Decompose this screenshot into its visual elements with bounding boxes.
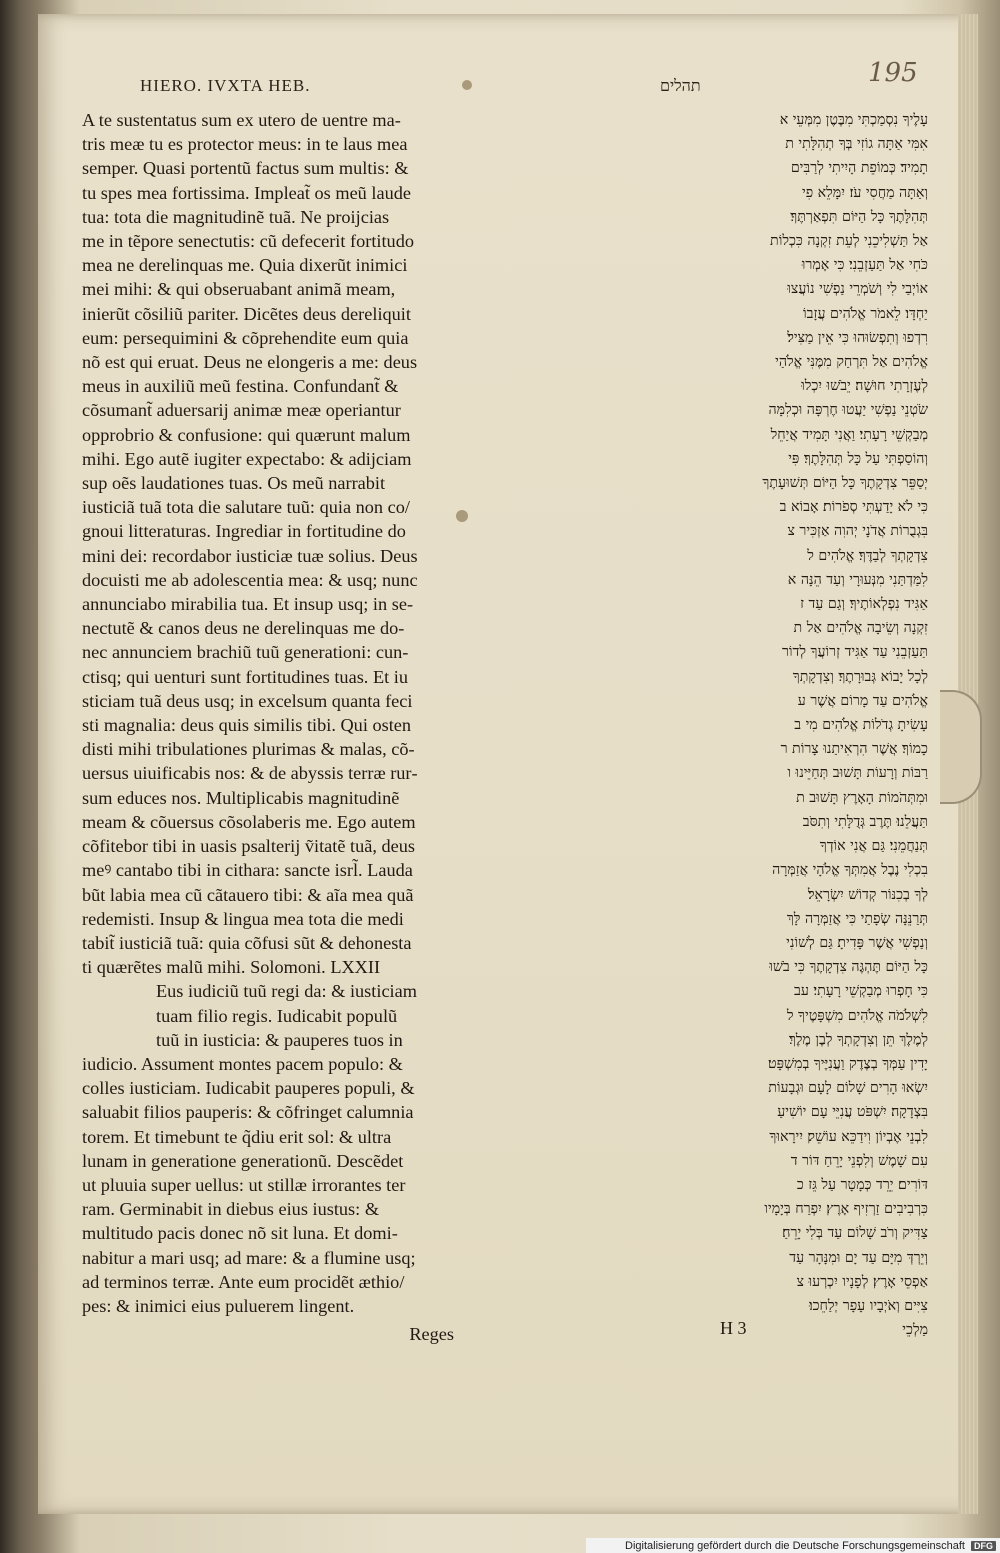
text-line: תְּרַנֵּנָּה שְׂפָתַי כִּי אֲזַמְּרָה לָּךְ — [786, 910, 928, 927]
running-header-hebrew: תהלים — [660, 76, 701, 95]
text-line: ram. Germinabit in diebus eius iustus: & — [82, 1199, 380, 1220]
text-line: colles iusticiam. Iudicabit pauperes populi, & — [82, 1078, 415, 1099]
text-line: לְעֶזְרָתִי חוּשָׁה׃ יֵבֹשׁוּ יִכְלוּ — [801, 378, 928, 395]
text-line: וְהוֹסַפְתִּי עַל כָּל תְּהִלָּתֶךָ׃ פִּי — [788, 450, 928, 467]
text-line: nabitur a mari usq; ad mare: & a flumine usq; — [82, 1247, 416, 1268]
text-line: annunciabo mirabilia tua. Et insup usq; in se‑ — [82, 594, 414, 615]
stain-dot — [462, 80, 472, 90]
text-line: torem. Et timebunt te q̃diu erit sol: & ultra — [82, 1126, 392, 1147]
text-line: בִּצְדָקָה׃ יִשְׁפֹּט עֲנִיֵּי עָם יוֹשִׁיעַ — [777, 1104, 928, 1121]
text-line: me in tẽpore senectutis: cũ defecerit fortitudo — [82, 231, 414, 252]
text-line: disti mihi tribulationes plurimas & malas, cõ‑ — [82, 739, 415, 760]
text-line: זִקְנָה וְשֵׂיבָה אֱלֹהִים אַל ת — [793, 620, 928, 637]
text-line: sticiam tuã deus usq; in excelsum quanta feci — [82, 690, 413, 711]
text-line: opprobrio & confusione: qui quærunt malum — [82, 424, 411, 445]
text-line: bũt labia mea cũ cãtauero tibi: & aĩa mea quã — [82, 884, 414, 905]
text-line: לְמֶלֶךְ תֵּן וְצִדְקָתְךָ לְבֶן מֶלֶךְ׃ — [788, 1031, 928, 1048]
text-line: pes: & inimici eius puluerem lingent. — [82, 1295, 355, 1316]
text-line: אִמִּי אַתָּה גוֹזִי בְּךָ תְהִלָּתִי ת — [785, 136, 928, 153]
text-line: תְּנַחֲמֵנִי׃ גַּם אֲנִי אוֹדְךָ — [819, 838, 928, 855]
text-line: saluabit filios pauperis: & cõfringet calumnia — [82, 1102, 414, 1123]
text-line: ti quærẽtes malũ mihi. Solomoni. LXXII — [82, 957, 381, 978]
signature-mark: H 3 — [720, 1318, 747, 1338]
text-line: nec annunciem brachiũ tuũ generationi: cun‑ — [82, 642, 409, 663]
text-line: כָמוֹךָ׃ אֲשֶׁר הִרְאִיתַנוּ צָרוֹת ר — [780, 741, 928, 758]
text-line: iudicio. Assument montes pacem populo: & — [82, 1053, 403, 1074]
dfg-logo: DFG — [971, 1541, 996, 1551]
text-line: לִמַּדְתַּנִי מִנְּעוּרָי וְעַד הֵנָּה א — [787, 571, 928, 588]
text-line: דּוֹרִים׃ יֵרֵד כְּמָטָר עַל גֵּז כ — [796, 1176, 928, 1193]
text-line: multitudo pacis donec nõ sit luna. Et domi‑ — [82, 1223, 398, 1244]
text-line: וְיֵרְדְּ מִיָּם עַד יָם וּמִנָּהָר עַד — [789, 1249, 928, 1266]
text-line: ut pluuia super uellus: ut stillæ irrorantes ter — [82, 1174, 406, 1195]
running-header-latin: HIERO. IVXTA HEB. — [140, 76, 311, 95]
digitization-footer — [586, 1538, 1000, 1553]
text-line: רַבּוֹת וְרָעוֹת תָּשׁוּב תְּחַיֵּינוּ ו — [787, 765, 928, 782]
text-line: צִיִּים וְאֹיְבָיו עָפָר יְלַחֵכוּ׃ — [808, 1297, 928, 1314]
text-line: gnoui litteraturas. Ingrediar in fortitudine do — [82, 521, 406, 542]
text-line: tabit̃ iusticiã tuã: quia cõfusi sũt & dehonesta — [82, 932, 412, 953]
text-line: תַּעֲלֵנוּ׃ תֶּרֶב גְּדֻלָּתִי וְתִסֹּב — [802, 813, 928, 830]
text-line: תְּהִלָּתֶךָ כָּל הַיּוֹם תִּפְאַרְתֶּךָ׃ — [790, 208, 928, 225]
text-line: lunam in generatione generationũ. Descẽdet — [82, 1150, 404, 1171]
text-line: וּמִתְּהֹמוֹת הָאָרֶץ תָּשׁוּב ת — [796, 789, 928, 806]
text-line: שֹׂטְנֵי נַפְשִׁי יַעֲטוּ חֶרְפָּה וּכְלִמָּה — [768, 402, 928, 419]
text-line: לְכָל יָבוֹא גְּבוּרָתֶךָ׃ וְצִדְקָתְךָ — [792, 668, 928, 685]
text-line: עָשִׂיתָ גְדֹלוֹת אֱלֹהִים מִי ב — [794, 717, 928, 734]
text-line: עָלֶיךָ נִסְמַכְתִּי מִבֶּטֶן מִמְּעֵי א — [779, 112, 928, 128]
catchword-hebrew: מַלְכֵי — [902, 1322, 928, 1339]
text-line: tris meæ tu es protector meus: in te laus mea — [82, 134, 408, 155]
text-line: meam & cõuersus cõsolaberis me. Ego autem — [82, 811, 416, 832]
text-line: אוֹיְבַי לִי וְשֹׁמְרֵי נַפְשִׁי נוֹעֲצוּ — [787, 281, 928, 298]
text-line: אַל תַּשְׁלִיכֵנִי לְעֵת זִקְנָה כִּכְלוֹת — [770, 233, 928, 250]
text-line: תָמִיד׃ כְּמוֹפֵת הָיִיתִי לְרַבִּים — [790, 160, 928, 177]
text-line: iusticiã tuã tota die salutare tuũ: quia non co/ — [82, 497, 410, 518]
text-line: אֱלֹהִים אַל תִּרְחַק מִמֶּנִּי אֱלֹהַי — [775, 354, 928, 371]
text-line: Eus iudiciũ tuũ regi da: & iusticiam — [156, 981, 417, 1002]
text-line: לְךָ בְכִנּוֹר קְדוֹשׁ יִשְׂרָאֵל׃ — [807, 886, 928, 903]
text-line: nectutẽ & canos deus ne derelinquas me do‑ — [82, 618, 405, 639]
hebrew-text-column — [570, 108, 928, 1342]
folio-number: 195 — [868, 58, 918, 88]
text-line: כִּרְבִיבִים זַרְזִיף אָרֶץ׃ יִפְרַח בְּיָמָיו — [764, 1201, 928, 1218]
text-line: nõ est qui eruat. Deus ne elongeris a me: deus — [82, 352, 418, 373]
text-line: בִכְלִי נֶבֶל אֲמִתְּךָ אֱלֹהָי אֲזַמְּרָה — [772, 862, 928, 879]
text-line: sup oẽs laudationes tuas. Os meũ narrabit — [82, 473, 386, 494]
text-line: ctisq; qui uenturi sunt fortitudines tuas. Et iu — [82, 666, 408, 687]
latin-text-column — [82, 108, 454, 1346]
text-line: eum: persequimini & cõprehendite eum quia — [82, 327, 409, 348]
text-line: כֹּחִי אַל תַּעַזְבֵנִי׃ כִּי אָמְרוּ — [801, 257, 928, 274]
text-line: יִשְׂאוּ הָרִים שָׁלוֹם לָעָם וּגְבָעוֹת — [768, 1080, 928, 1097]
catchword-latin: Reges — [409, 1324, 454, 1345]
text-line: רִדְפוּ וְתִפְשׂוּהוּ כִּי אֵין מַצִּיל׃ — [787, 329, 928, 346]
text-line: אֱלֹהִים עַד מָרוֹם אֲשֶׁר ע — [797, 692, 928, 709]
text-line: tuũ in iusticia: & pauperes tuos in — [156, 1029, 403, 1050]
text-line: ad terminos terræ. Ante eum procidẽt æthio/ — [82, 1271, 405, 1292]
text-line: אַגִּיד נִפְלְאוֹתֶיךָ׃ וְגַם עַד ז — [800, 596, 928, 613]
text-line: sti magnalia: deus quis similis tibi. Qui osten — [82, 715, 412, 736]
text-line: cõsumant̃ aduersarij animæ meæ operiantur — [82, 400, 401, 421]
text-line: semper. Quasi portentũ factus sum multis: & — [82, 158, 409, 179]
text-line: mea ne derelinquas me. Quia dixerũt inimici — [82, 255, 408, 276]
text-line: tua: tota die magnitudinẽ tuã. Ne proijcias — [82, 206, 390, 227]
text-line: צִדְקָתְךָ לְבַדֶּךָ׃ אֱלֹהִים ל — [807, 547, 928, 564]
text-line: tuam filio regis. Iudicabit populũ — [156, 1005, 398, 1026]
text-line: תַּעַזְבֵנִי עַד אַגִּיד זְרוֹעֲךָ לְדוֹר — [781, 644, 928, 661]
text-line: עִם שָׁמֶשׁ וְלִפְנֵי יָרֵחַ דּוֹר ד — [790, 1152, 928, 1169]
text-line: לִבְנֵי אֶבְיוֹן וִידַכֵּא עוֹשֵׁק׃ יִירָאוּךָ — [769, 1128, 928, 1145]
text-line: וְאַתָּה מַחֲסִי עֹז׃ יִמָּלֵא פִי — [801, 184, 928, 201]
text-line: docuisti me ab adolescentia mea: & usq; nunc — [82, 569, 418, 590]
stain-dot — [456, 510, 468, 522]
text-line: וְנַפְשִׁי אֲשֶׁר פָּדִיתָ׃ גַּם לְשׁוֹנִי — [786, 934, 928, 951]
text-line: צַדִּיק וְרֹב שָׁלוֹם עַד בְּלִי יָרֵחַ׃ — [782, 1225, 928, 1242]
text-line: כִּי לֹא יָדַעְתִּי סְפֹרוֹת׃ אָבוֹא ב — [779, 499, 928, 516]
text-line: יָדִין עַמְּךָ בְצֶדֶק וַעֲנִיֶּיךָ בְמִשְׁפָּט׃ — [768, 1055, 928, 1072]
text-line: בִּגְבֻרוֹת אֲדֹנָי יְהוִה אַזְכִּיר צ — [787, 523, 928, 540]
footer-text: Digitalisierung gefördert durch die Deutsche Forschungsgemeinschaft — [625, 1539, 965, 1552]
text-line: meꝰ cantabo tibi in cithara: sancte isrl̃. Lauda — [82, 860, 413, 881]
text-line: mini dei: recordabor iusticiæ tuæ solius. Deus — [82, 545, 418, 566]
text-line: sum educes nos. Multiplicabis magnitudinẽ — [82, 787, 400, 808]
text-line: יַחְדָּו׃ לֵאמֹר אֱלֹהִים עֲזָבוֹ — [803, 305, 928, 322]
text-line: tu spes mea fortissima. Impleat̃ os meũ laude — [82, 182, 411, 203]
text-line: inierũt cõsiliũ pariter. Dicẽtes deus dereliquit — [82, 303, 411, 324]
text-line: מְבַקְשֵׁי רָעָתִי׃ וַאֲנִי תָּמִיד אֲיַחֵל — [770, 426, 928, 443]
text-line: כִּי חָפְרוּ מְבַקְשֵׁי רָעָתִי׃ עב — [794, 983, 928, 1000]
text-line: כָּל הַיּוֹם תֶּהְגֶּה צִדְקָתֶךָ כִּי בֹשׁוּ — [769, 959, 928, 976]
text-line: A te sustentatus sum ex utero de uentre ma‑ — [82, 110, 401, 130]
text-line: mihi. Ego autẽ iugiter expectabo: & adijciam — [82, 448, 412, 469]
text-line: אַפְסֵי אָרֶץ׃ לְפָנָיו יִכְרְעוּ צ — [796, 1273, 928, 1290]
text-line: redemisti. Insup & lingua mea tota die medi — [82, 908, 404, 929]
text-line: cõfitebor tibi in uasis psalterij ṽitatẽ tuã, deus — [82, 836, 416, 857]
text-line: לִשְׁלֹמֹה אֱלֹהִים מִשְׁפָּטֶיךָ ל — [786, 1007, 928, 1024]
text-line: mei mihi: & qui obseruabant animã meam, — [82, 279, 396, 300]
page-thumb-tab — [940, 690, 982, 804]
text-line: meus in auxiliũ meũ festina. Confundant̃ & — [82, 376, 399, 397]
text-line: uersus uiuificabis nos: & de abyssis terræ rur‑ — [82, 763, 418, 784]
text-line: יְסַפֵּר צִדְקָתֶךָ כָּל הַיּוֹם תְּשׁוּעָתֶךָ — [762, 475, 928, 492]
